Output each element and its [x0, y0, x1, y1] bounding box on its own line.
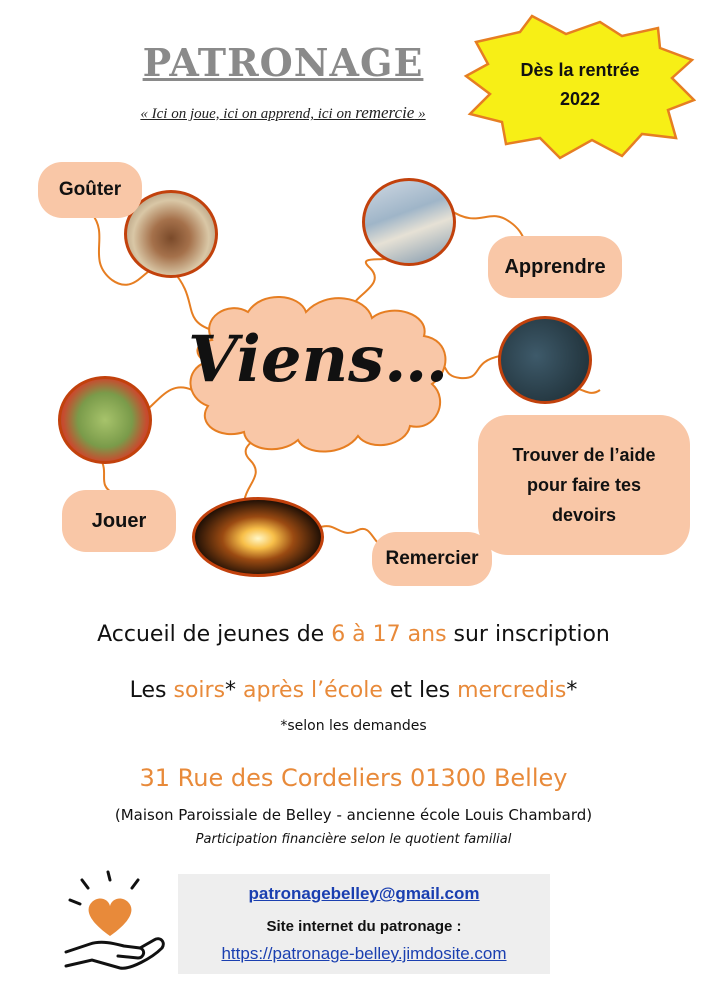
bubble-apprendre: Apprendre [488, 236, 622, 298]
bubble-gouter: Goûter [38, 162, 142, 218]
maison-note: (Maison Paroissiale de Belley - ancienne école Louis Chambard) [114, 806, 593, 824]
schedule-soirs: soirs [173, 678, 226, 703]
email-link[interactable]: patronagebelley@gmail.com [248, 884, 480, 903]
aide-line-3: devoirs [551, 505, 617, 525]
bubble-jouer: Jouer [62, 490, 176, 552]
aide-line-2: pour faire tes [526, 475, 642, 495]
tagline-prefix: « Ici on joue, ici on apprend, ici on [140, 106, 356, 122]
site-label: Site internet du patronage : [266, 918, 462, 935]
badge-line-2: 2022 [559, 89, 601, 109]
schedule-et-les: et les [382, 678, 458, 703]
bubble-remercier: Remercier [372, 532, 492, 586]
accueil-line [0, 622, 707, 647]
schedule-star-2: * [566, 678, 578, 703]
tagline-suffix: » [414, 106, 426, 122]
board-game-photo [58, 376, 152, 464]
candle-photo [192, 497, 324, 577]
schedule-line [0, 678, 707, 703]
accueil-suffix: sur inscription [446, 622, 610, 647]
bubble-aide [478, 415, 690, 555]
tagline-highlight: remercie [355, 103, 415, 122]
accueil-prefix: Accueil de jeunes de [97, 622, 332, 647]
schedule-star-1: * [225, 678, 244, 703]
desk-photo [498, 316, 592, 404]
aide-line-1: Trouver de l’aide [512, 445, 656, 465]
classroom-photo [362, 178, 456, 266]
schedule-note: *selon les demandes [280, 718, 427, 734]
badge-line-1: Dès la rentrée [520, 60, 640, 80]
schedule-prefix: Les [129, 678, 174, 703]
page-title: PATRONAGE [142, 40, 424, 85]
address: 31 Rue des Cordeliers 01300 Belley [139, 764, 568, 792]
participation-note: Participation financière selon le quotient familial [195, 832, 512, 847]
schedule-apres-ecole: après l’école [243, 678, 383, 703]
heart-hand-icon [60, 866, 170, 976]
site-url-link[interactable]: https://patronage-belley.jimdosite.com [221, 944, 507, 963]
accueil-ages: 6 à 17 ans [331, 622, 447, 647]
center-word: Viens… [188, 322, 449, 397]
schedule-mercredis: mercredis [457, 678, 567, 703]
